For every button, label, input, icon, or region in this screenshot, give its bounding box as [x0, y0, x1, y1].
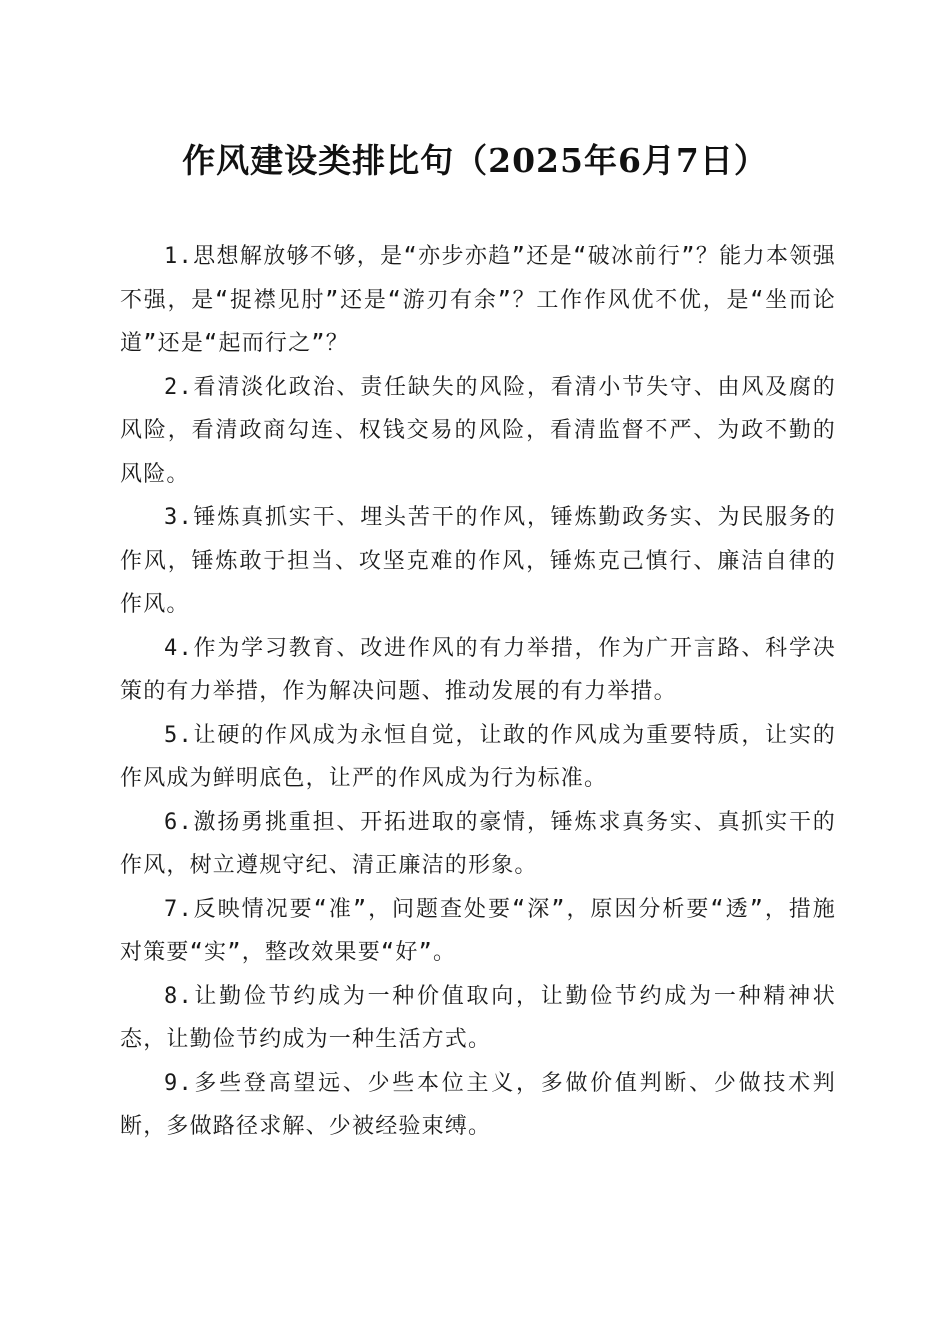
- paragraph-9: 9.多些登高望远、少些本位主义，多做价值判断、少做技术判断，多做路径求解、少被经验束缚。: [120, 1070, 836, 1139]
- paragraph-3: 3.锤炼真抓实干、埋头苦干的作风，锤炼勤政务实、为民服务的作风，锤炼敢于担当、攻坚克难的作风，锤炼克己慎行、廉洁自律的作风。: [120, 505, 836, 617]
- paragraph-4: 4.作为学习教育、改进作风的有力举措，作为广开言路、科学决策的有力举措，作为解决问题、推动发展的有力举措。: [120, 635, 836, 704]
- document-body: [120, 235, 836, 1149]
- paragraph-7: 7.反映情况要“准”，问题查处要“深”，原因分析要“透”，措施对策要“实”，整改效果要“好”。: [120, 896, 836, 965]
- paragraph-6: 6.激扬勇挑重担、开拓进取的豪情，锤炼求真务实、真抓实干的作风，树立遵规守纪、清正廉洁的形象。: [120, 809, 836, 878]
- paragraph-2: 2.看清淡化政治、责任缺失的风险，看清小节失守、由风及腐的风险，看清政商勾连、权钱交易的风险，看清监督不严、为政不勤的风险。: [120, 374, 836, 487]
- document-title: 作风建设类排比句（2025年6月7日）: [182, 141, 768, 180]
- paragraph-8: 8.让勤俭节约成为一种价值取向，让勤俭节约成为一种精神状态，让勤俭节约成为一种生活方式。: [120, 983, 836, 1052]
- paragraph-5: 5.让硬的作风成为永恒自觉，让敢的作风成为重要特质，让实的作风成为鲜明底色，让严的作风成为行为标准。: [120, 722, 836, 791]
- paragraph-1: 1.思想解放够不够，是“亦步亦趋”还是“破冰前行”？能力本领强不强，是“捉襟见肘”还是“游刃有余”？工作作风优不优，是“坐而论道”还是“起而行之”？: [120, 244, 836, 356]
